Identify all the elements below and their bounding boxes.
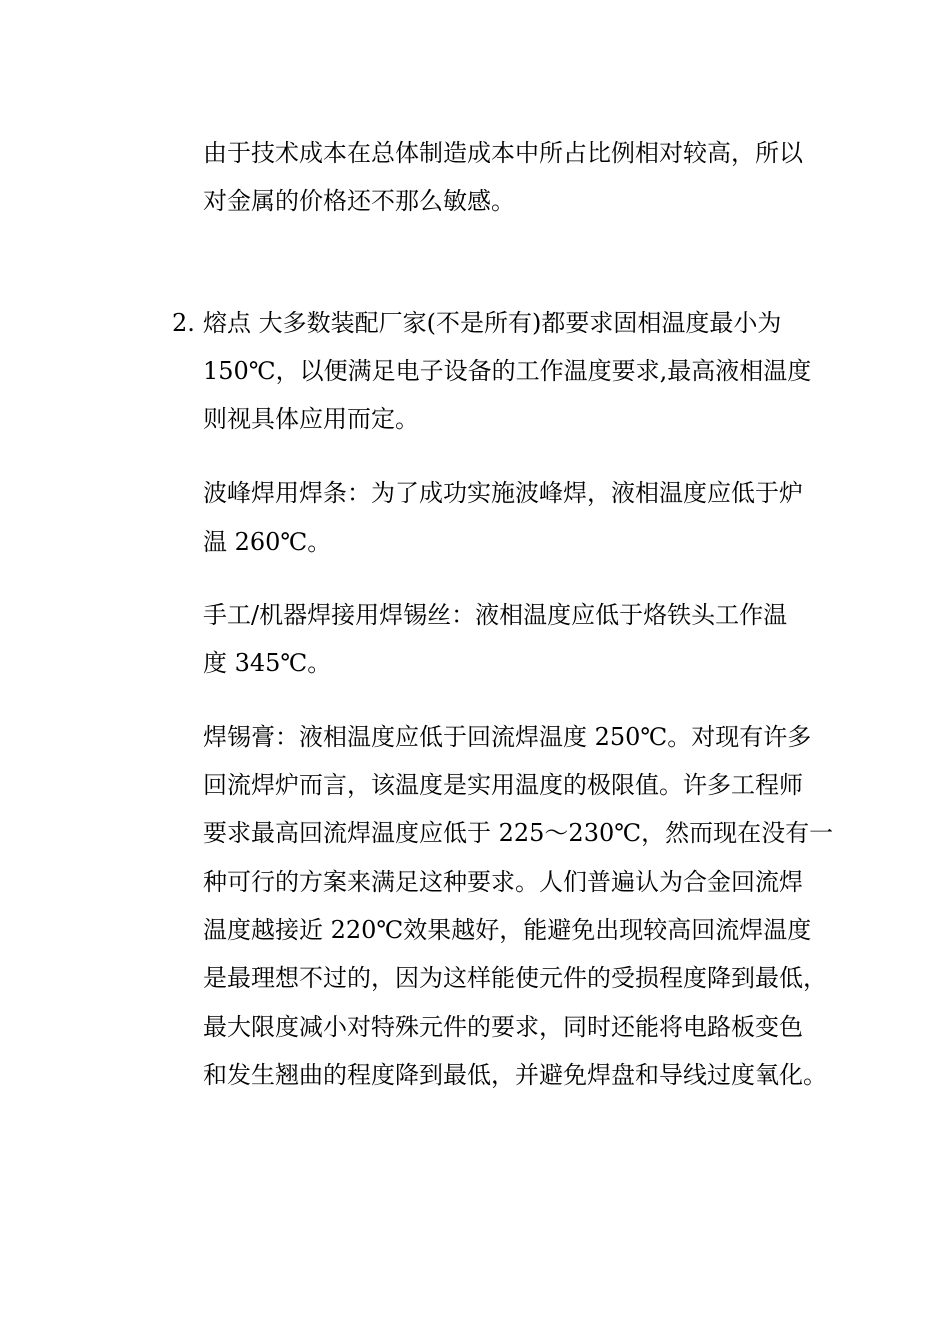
- text-line: 焊锡膏：液相温度应低于回流焊温度 250℃。对现有许多: [203, 723, 812, 751]
- text-line: 度 345℃。: [203, 649, 332, 677]
- text-line: 对金属的价格还不那么敏感。: [203, 187, 515, 215]
- text-line: 则视具体应用而定。: [203, 405, 419, 433]
- text-line: 最大限度减小对特殊元件的要求，同时还能将电路板变色: [203, 1013, 803, 1041]
- text-line: 种可行的方案来满足这种要求。人们普遍认为合金回流焊: [203, 868, 803, 896]
- list-marker: 2.: [172, 309, 195, 337]
- text-line: 是最理想不过的，因为这样能使元件的受损程度降到最低，: [203, 964, 827, 992]
- text-line: 要求最高回流焊温度应低于 225～230℃，然而现在没有一: [203, 819, 834, 847]
- text-line: 150℃，以便满足电子设备的工作温度要求,最高液相温度: [203, 357, 812, 385]
- text-line: 温 260℃。: [203, 528, 332, 556]
- text-line: 温度越接近 220℃效果越好，能避免出现较高回流焊温度: [203, 916, 812, 944]
- text-line: 波峰焊用焊条：为了成功实施波峰焊，液相温度应低于炉: [203, 479, 803, 507]
- text-line: 熔点 大多数装配厂家(不是所有)都要求固相温度最小为: [203, 309, 782, 337]
- text-line: 由于技术成本在总体制造成本中所占比例相对较高，所以: [203, 139, 803, 167]
- text-line: 和发生翘曲的程度降到最低，并避免焊盘和导线过度氧化。: [203, 1061, 827, 1089]
- text-line: 手工/机器焊接用焊锡丝：液相温度应低于烙铁头工作温: [203, 601, 788, 629]
- text-line: 回流焊炉而言，该温度是实用温度的极限值。许多工程师: [203, 771, 803, 799]
